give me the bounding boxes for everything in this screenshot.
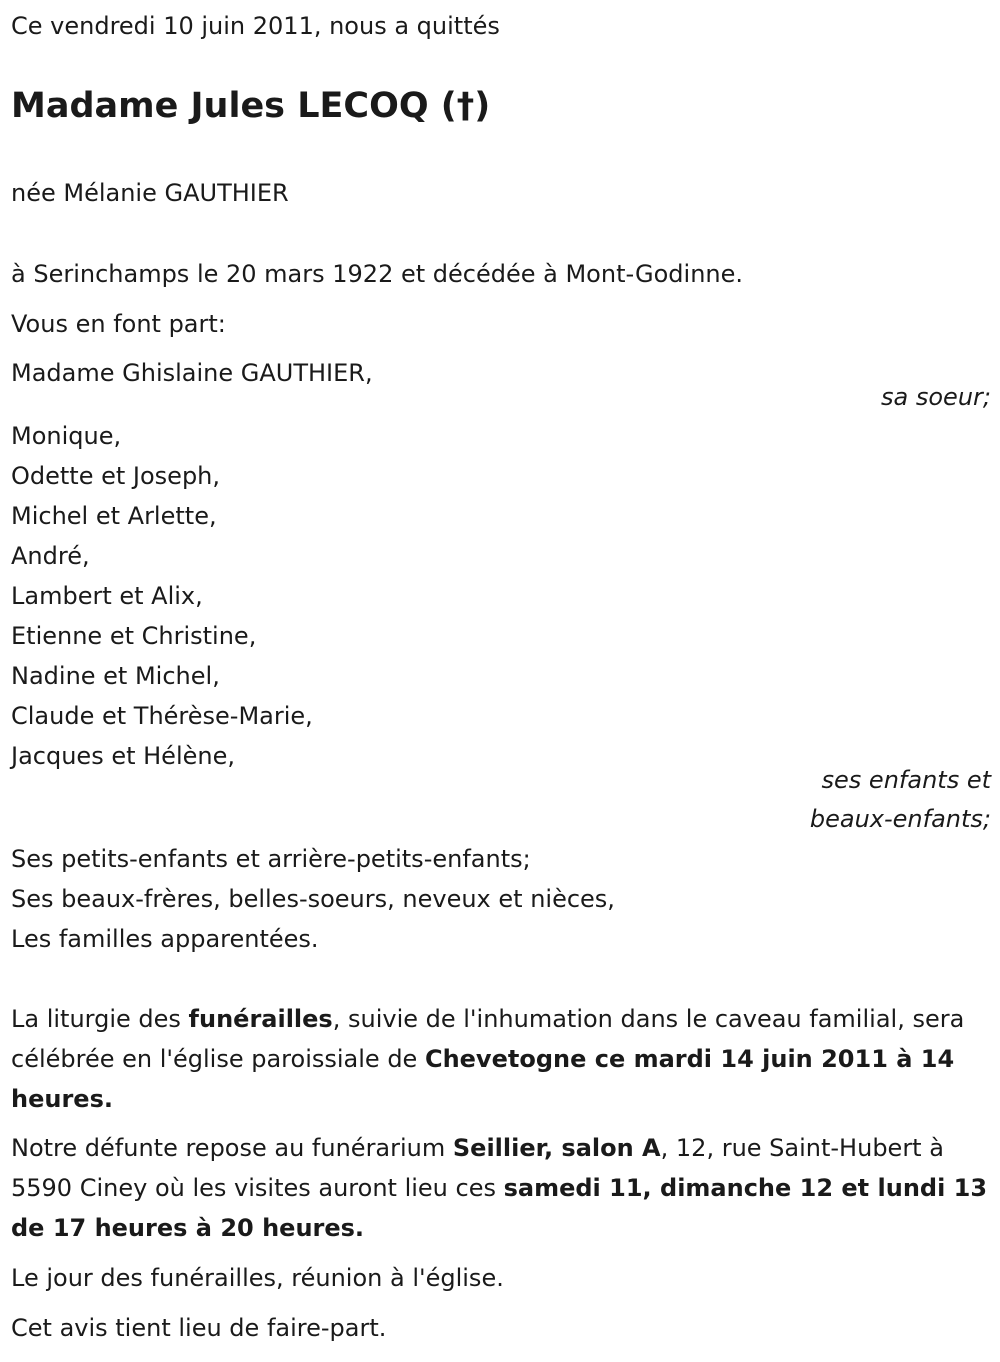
rest-bold-2: samedi 11, dimanche 12 et lundi 13 de 17 heures à 20 heures. bbox=[11, 1174, 988, 1242]
child-item: Odette et Joseph, bbox=[11, 462, 221, 490]
family-item: Ses beaux-frères, belles-soeurs, neveux et nièces, bbox=[11, 885, 615, 913]
meeting-text: Le jour des funérailles, réunion à l'église. bbox=[11, 1264, 504, 1292]
intro-text: Ce vendredi 10 juin 2011, nous a quittés bbox=[11, 12, 500, 40]
child-item: Michel et Arlette, bbox=[11, 502, 217, 530]
child-item: Lambert et Alix, bbox=[11, 582, 203, 610]
family-item: Ses petits-enfants et arrière-petits-enfants; bbox=[11, 845, 531, 873]
birth-place: à Serinchamps le 20 mars 1922 et décédée à Mont-Godinne. bbox=[11, 260, 744, 288]
sister-name: Madame Ghislaine GAUTHIER, bbox=[11, 359, 373, 387]
deceased-name: Madame Jules LECOQ (†) bbox=[11, 86, 491, 126]
rest-text-2: , 12, rue Saint-Hubert à 5590 Ciney où les visites auront lieu ces bbox=[11, 1134, 944, 1202]
rest-text-1: Notre défunte repose au funérarium bbox=[11, 1134, 453, 1162]
birth-name: née Mélanie GAUTHIER bbox=[11, 179, 289, 207]
rest-paragraph bbox=[11, 1128, 991, 1248]
funeral-bold-1: funérailles bbox=[188, 1005, 333, 1033]
child-item: Jacques et Hélène, bbox=[11, 742, 235, 770]
child-item: Nadine et Michel, bbox=[11, 662, 220, 690]
funeral-paragraph bbox=[11, 999, 991, 1119]
closing-text: Cet avis tient lieu de faire-part. bbox=[11, 1314, 387, 1342]
funeral-bold-2: Chevetogne ce mardi 14 juin 2011 à 14 heures. bbox=[11, 1045, 955, 1113]
announce-text: Vous en font part: bbox=[11, 310, 226, 338]
children-role-line1: ses enfants et bbox=[821, 766, 991, 794]
family-item: Les familles apparentées. bbox=[11, 925, 319, 953]
child-item: Claude et Thérèse-Marie, bbox=[11, 702, 313, 730]
sister-role: sa soeur; bbox=[881, 383, 991, 411]
child-item: André, bbox=[11, 542, 90, 570]
funeral-text-1: La liturgie des bbox=[11, 1005, 189, 1033]
rest-bold-1: Seillier, salon A bbox=[452, 1134, 661, 1162]
funeral-text-2: , suivie de l'inhumation dans le caveau familial, sera célébrée en l'église paroissiale de bbox=[11, 1005, 965, 1073]
child-item: Monique, bbox=[11, 422, 122, 450]
children-role-line2: beaux-enfants; bbox=[809, 805, 991, 833]
child-item: Etienne et Christine, bbox=[11, 622, 257, 650]
